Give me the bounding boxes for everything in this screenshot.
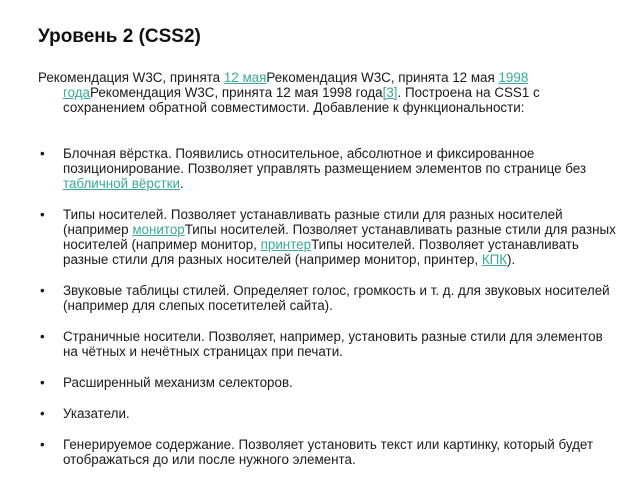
item-text: Страничные носители. Позволяет, например, установить разные стили для элементов на чётных и нечётных страницах при печати.	[63, 329, 603, 359]
bullet-icon: •	[40, 375, 45, 390]
item-text: Типы носителей. Позволяет устанавливать разные стили для разных носителей (например монитор,	[63, 222, 616, 252]
bullet-icon: •	[40, 146, 45, 161]
item-text: Типы носителей. Позволяет устанавливать разные стили для разных носителей (например монитор, принтер,	[63, 237, 579, 267]
list-item-aural-stylesheets	[38, 283, 618, 313]
list-item-paged-media	[38, 329, 618, 359]
slide-title: Уровень 2 (CSS2)	[38, 26, 201, 47]
item-text: Расширенный механизм селекторов.	[63, 375, 293, 390]
bullet-icon: •	[40, 437, 45, 452]
item-text: Блочная вёрстка. Появились относительное, абсолютное и фиксированное позиционирование. Позволяет управлять размещением элементов по странице без	[63, 146, 587, 176]
intro-text: . Построена на CSS1 с сохранением обратной совместимости. Добавление к функциональности:	[63, 85, 540, 115]
item-text: Типы носителей. Позволяет устанавливать разные стили для разных носителей (например	[63, 207, 563, 237]
link-printer[interactable]: принтер	[260, 237, 312, 252]
link-table-layout[interactable]: табличной вёрстки	[63, 176, 180, 191]
intro-paragraph	[38, 70, 623, 115]
intro-text: Рекомендация W3C, принята	[38, 70, 224, 85]
item-text: .	[180, 176, 184, 191]
list-item-media-types	[38, 207, 618, 267]
link-1998-year[interactable]: 1998 года	[63, 70, 529, 100]
list-item-generated-content	[38, 437, 618, 467]
list-item-block-layout	[38, 146, 618, 191]
link-pda[interactable]: КПК	[481, 252, 508, 267]
link-monitor[interactable]: монитор	[132, 222, 185, 237]
bullet-icon: •	[40, 406, 45, 421]
item-text: Звуковые таблицы стилей. Определяет голос, громкость и т. д. для звуковых носителей (например для слепых посетителей сайта).	[63, 283, 610, 313]
bullet-icon: •	[40, 283, 45, 298]
link-12-may[interactable]: 12 мая	[223, 70, 267, 85]
intro-text: Рекомендация W3C, принята 12 мая	[266, 70, 499, 85]
bullet-icon: •	[40, 207, 45, 222]
item-text: Генерируемое содержание. Позволяет установить текст или картинку, который будет отображаться до или после нужного элемента.	[63, 437, 594, 467]
list-item-selectors	[38, 375, 618, 390]
link-reference-3[interactable]: [3]	[382, 85, 398, 100]
bullet-icon: •	[40, 329, 45, 344]
feature-list	[38, 146, 618, 467]
intro-text: Рекомендация W3C, принята 12 мая 1998 года	[90, 85, 383, 100]
list-item-cursors	[38, 406, 618, 421]
item-text: ).	[507, 252, 516, 267]
item-text: Указатели.	[63, 406, 130, 421]
